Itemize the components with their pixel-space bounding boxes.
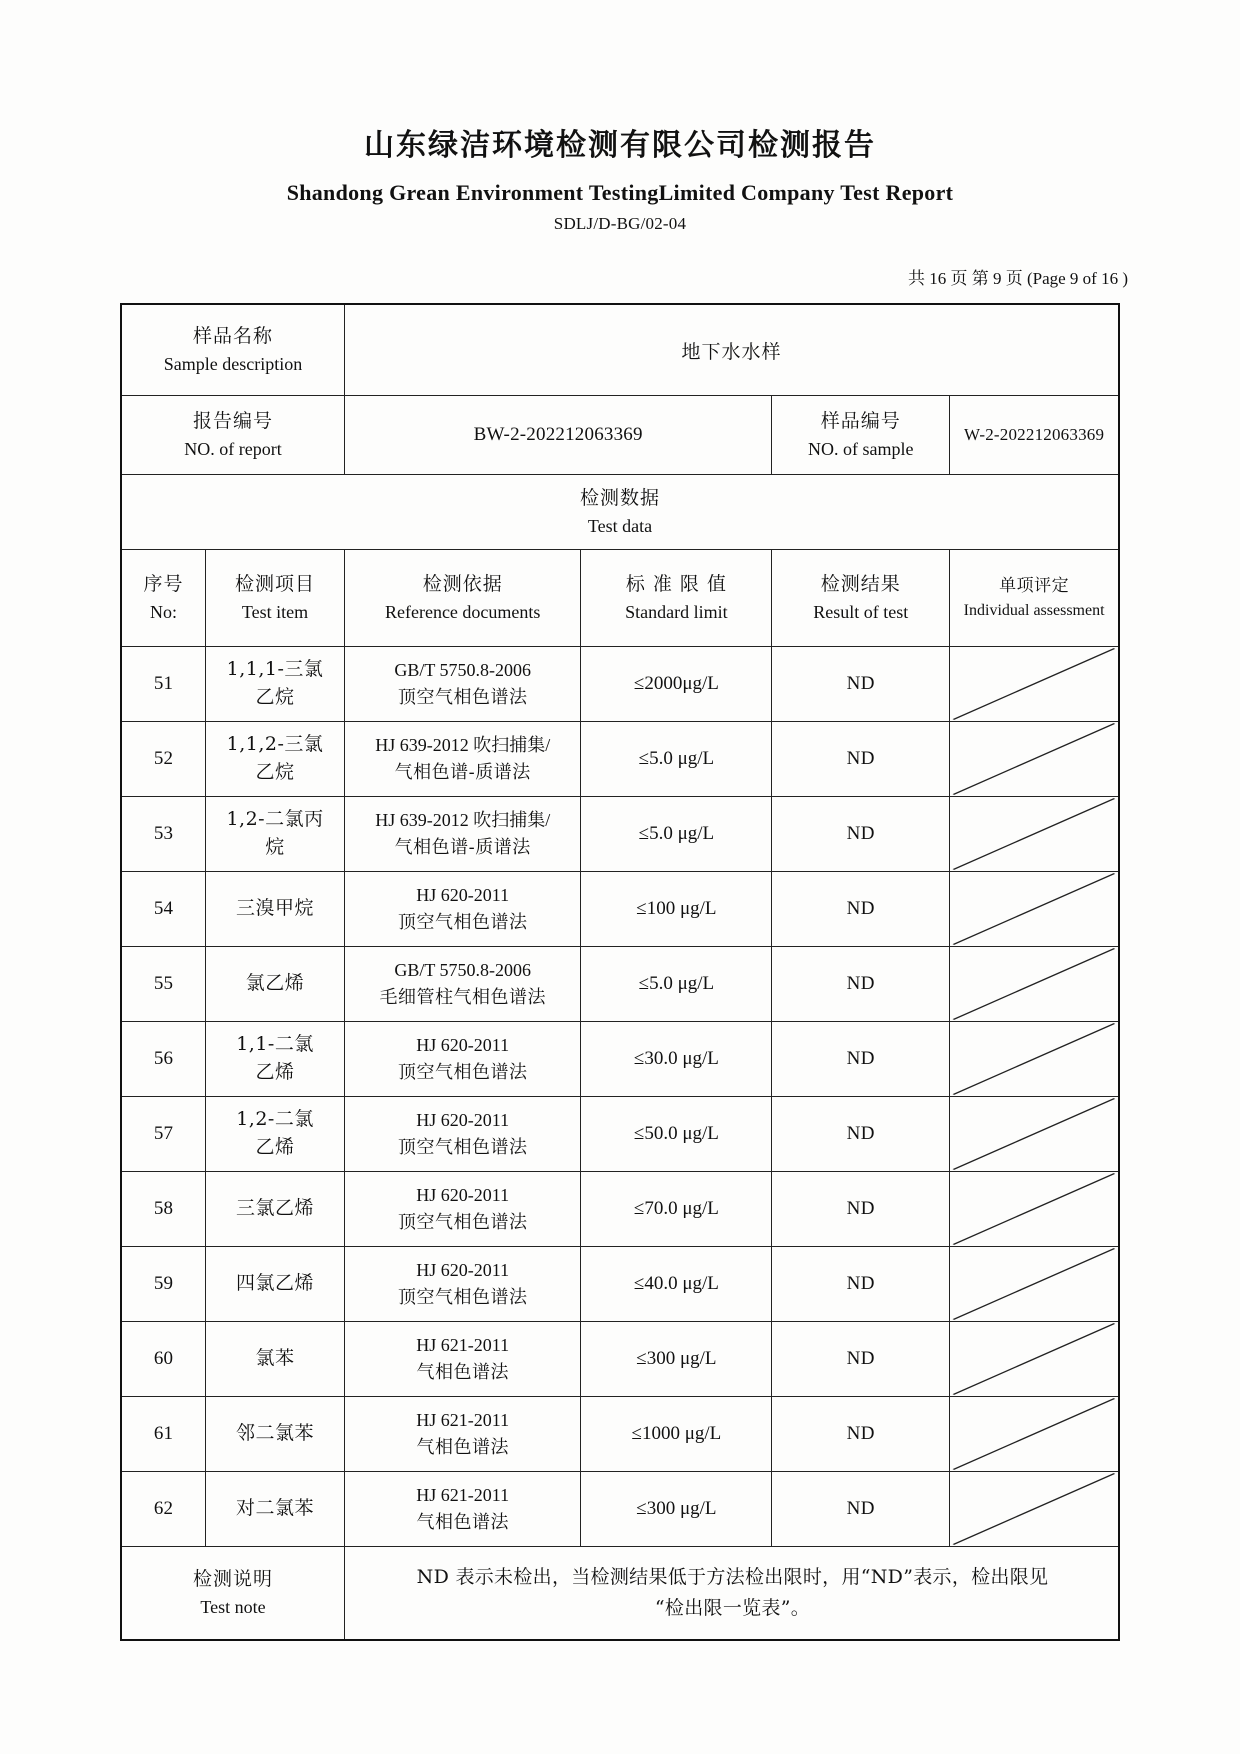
row-reference (344, 722, 580, 797)
row-reference (344, 647, 580, 722)
table-row (121, 722, 1119, 797)
column-header-reference-en: Reference documents (384, 601, 541, 622)
row-test-item-line1: 1,2-二氯丙 (226, 808, 324, 831)
report-number-label-cn: 报告编号 (192, 410, 273, 433)
row-no: 62 (121, 1472, 206, 1547)
diagonal-strike-icon (950, 722, 1118, 796)
row-reference (344, 1472, 580, 1547)
document-code: SDLJ/D-BG/02-04 (553, 214, 687, 233)
row-test-item (206, 722, 345, 797)
row-reference-line2: 顶空气相色谱法 (397, 687, 528, 708)
report-title-cn: 山东绿洁环境检测有限公司检测报告 (364, 128, 876, 163)
column-header-test-item-en: Test item (241, 601, 309, 622)
sample-description-label (121, 304, 344, 396)
row-test-item (206, 872, 345, 947)
column-header-no-en: No: (150, 601, 178, 622)
row-reference-line1: GB/T 5750.8-2006 (394, 660, 532, 680)
test-data-banner-row (121, 475, 1119, 550)
table-row (121, 1472, 1119, 1547)
table-row (121, 1097, 1119, 1172)
row-result: ND (772, 947, 950, 1022)
row-test-item-line1: 三氯乙烯 (236, 1197, 315, 1220)
row-reference-line2: 顶空气相色谱法 (397, 912, 528, 933)
row-reference (344, 872, 580, 947)
table-row (121, 1022, 1119, 1097)
column-header-standard-limit-en: Standard limit (625, 601, 728, 622)
row-reference-line1: HJ 639-2012 吹扫捕集/ (375, 810, 551, 830)
row-test-item-line1: 四氯乙烯 (236, 1272, 315, 1295)
row-standard-limit: ≤2000μg/L (581, 647, 772, 722)
row-assessment (950, 1247, 1119, 1322)
diagonal-strike-icon (950, 1172, 1118, 1246)
row-reference-line2: 气相色谱法 (416, 1362, 509, 1383)
diagonal-strike-icon (950, 1322, 1118, 1396)
row-test-item-line1: 1,2-二氯 (236, 1108, 314, 1131)
row-test-item-line1: 邻二氯苯 (236, 1422, 315, 1445)
row-no: 60 (121, 1322, 206, 1397)
row-standard-limit: ≤50.0 μg/L (581, 1097, 772, 1172)
row-reference (344, 1097, 580, 1172)
row-reference-line2: 顶空气相色谱法 (397, 1212, 528, 1233)
row-reference-line2: 气相色谱-质谱法 (394, 837, 531, 858)
row-test-item-line1: 对二氯苯 (236, 1497, 315, 1520)
diagonal-strike-icon (950, 1397, 1118, 1471)
row-test-item (206, 797, 345, 872)
row-test-item-line2: 乙烷 (255, 686, 295, 708)
row-reference-line1: HJ 621-2011 (416, 1410, 510, 1430)
row-standard-limit: ≤40.0 μg/L (581, 1247, 772, 1322)
row-no: 59 (121, 1247, 206, 1322)
row-standard-limit: ≤30.0 μg/L (581, 1022, 772, 1097)
diagonal-strike-icon (950, 947, 1118, 1021)
sample-number-label-en: NO. of sample (808, 438, 914, 459)
row-assessment (950, 1022, 1119, 1097)
row-reference (344, 1172, 580, 1247)
row-standard-limit: ≤100 μg/L (581, 872, 772, 947)
column-header-no-cn: 序号 (143, 573, 184, 596)
report-number-label-en: NO. of report (184, 438, 282, 459)
row-result: ND (772, 722, 950, 797)
row-assessment (950, 947, 1119, 1022)
row-assessment (950, 1097, 1119, 1172)
row-result: ND (772, 1022, 950, 1097)
report-header (0, 0, 1240, 234)
sample-number-label (772, 396, 950, 475)
row-reference-line1: HJ 620-2011 (416, 1035, 510, 1055)
diagonal-strike-icon (950, 1022, 1118, 1096)
row-no: 51 (121, 647, 206, 722)
row-test-item (206, 1022, 345, 1097)
column-header-reference (344, 550, 580, 647)
row-reference-line1: HJ 620-2011 (416, 1185, 510, 1205)
row-test-item-line2: 乙烯 (255, 1061, 295, 1083)
test-data-label-en: Test data (587, 515, 653, 536)
diagonal-strike-icon (950, 872, 1118, 946)
row-reference-line2: 气相色谱法 (416, 1437, 509, 1458)
table-row (121, 872, 1119, 947)
row-assessment (950, 722, 1119, 797)
row-no: 58 (121, 1172, 206, 1247)
report-number-value: BW-2-202212063369 (344, 396, 771, 475)
row-test-item-line1: 氯乙烯 (245, 972, 305, 995)
row-no: 53 (121, 797, 206, 872)
row-result: ND (772, 1097, 950, 1172)
row-test-item-line1: 氯苯 (255, 1347, 295, 1370)
column-header-no (121, 550, 206, 647)
row-test-item (206, 1172, 345, 1247)
row-reference (344, 1247, 580, 1322)
table-row (121, 647, 1119, 722)
row-standard-limit: ≤5.0 μg/L (581, 722, 772, 797)
row-no: 56 (121, 1022, 206, 1097)
sample-number-value: W-2-202212063369 (950, 396, 1119, 475)
row-result: ND (772, 1172, 950, 1247)
row-reference-line1: HJ 639-2012 吹扫捕集/ (375, 735, 551, 755)
column-header-standard-limit (581, 550, 772, 647)
row-test-item-line2: 乙烷 (255, 761, 295, 783)
column-header-standard-limit-cn: 标 准 限 值 (625, 573, 727, 596)
table-row (121, 947, 1119, 1022)
row-assessment (950, 1472, 1119, 1547)
row-reference-line1: HJ 621-2011 (416, 1485, 510, 1505)
row-reference (344, 1322, 580, 1397)
diagonal-strike-icon (950, 1247, 1118, 1321)
column-header-assessment-en: Individual assessment (963, 601, 1105, 619)
row-result: ND (772, 797, 950, 872)
row-test-item-line1: 1,1,2-三氯 (226, 733, 324, 756)
report-table-wrapper (120, 303, 1120, 1641)
diagonal-strike-icon (950, 1097, 1118, 1171)
row-reference-line2: 气相色谱-质谱法 (394, 762, 531, 783)
row-reference (344, 797, 580, 872)
sample-description-label-en: Sample description (163, 353, 303, 374)
row-assessment (950, 797, 1119, 872)
row-test-item (206, 1097, 345, 1172)
sample-description-value: 地下水水样 (344, 304, 1119, 396)
table-row (121, 1247, 1119, 1322)
row-no: 54 (121, 872, 206, 947)
row-test-item (206, 1247, 345, 1322)
row-reference-line2: 气相色谱法 (416, 1512, 509, 1533)
row-test-item (206, 947, 345, 1022)
test-note-line1: ND 表示未检出，当检测结果低于方法检出限时，用“ND”表示，检出限见 (416, 1565, 1049, 1588)
row-reference (344, 1397, 580, 1472)
row-assessment (950, 1397, 1119, 1472)
row-reference (344, 947, 580, 1022)
column-header-assessment-cn: 单项评定 (999, 576, 1070, 597)
table-row (121, 1322, 1119, 1397)
row-result: ND (772, 1397, 950, 1472)
report-number-row (121, 396, 1119, 475)
row-test-item (206, 1397, 345, 1472)
table-row (121, 1172, 1119, 1247)
column-header-result-en: Result of test (813, 601, 909, 622)
page-indicator-row (0, 264, 1240, 289)
sample-description-row (121, 304, 1119, 396)
row-test-item (206, 647, 345, 722)
test-note-row (121, 1547, 1119, 1641)
row-reference-line1: HJ 620-2011 (416, 885, 510, 905)
table-header-row (121, 550, 1119, 647)
row-reference-line1: HJ 620-2011 (416, 1110, 510, 1130)
column-header-test-item (206, 550, 345, 647)
row-result: ND (772, 1472, 950, 1547)
row-no: 57 (121, 1097, 206, 1172)
table-row (121, 797, 1119, 872)
column-header-assessment (950, 550, 1119, 647)
diagonal-strike-icon (950, 1472, 1118, 1546)
row-no: 55 (121, 947, 206, 1022)
sample-number-label-cn: 样品编号 (820, 410, 901, 433)
row-reference-line1: HJ 621-2011 (416, 1335, 510, 1355)
row-reference-line2: 顶空气相色谱法 (397, 1287, 528, 1308)
column-header-result (772, 550, 950, 647)
table-row (121, 1397, 1119, 1472)
row-reference-line2: 毛细管柱气相色谱法 (379, 987, 546, 1008)
test-note-label-en: Test note (200, 1596, 266, 1617)
row-test-item-line1: 三溴甲烷 (236, 897, 315, 920)
test-note-line2: “检出限一览表”。 (654, 1597, 811, 1619)
test-data-banner (121, 475, 1119, 550)
row-no: 52 (121, 722, 206, 797)
row-result: ND (772, 1322, 950, 1397)
column-header-test-item-cn: 检测项目 (235, 573, 316, 596)
row-assessment (950, 1172, 1119, 1247)
test-note-text (344, 1547, 1119, 1641)
column-header-reference-cn: 检测依据 (422, 573, 503, 596)
row-test-item-line2: 乙烯 (255, 1136, 295, 1158)
row-standard-limit: ≤300 μg/L (581, 1472, 772, 1547)
row-reference (344, 1022, 580, 1097)
row-result: ND (772, 872, 950, 947)
report-number-label (121, 396, 344, 475)
diagonal-strike-icon (950, 797, 1118, 871)
row-test-item-line1: 1,1-二氯 (236, 1033, 314, 1056)
row-assessment (950, 647, 1119, 722)
row-test-item (206, 1322, 345, 1397)
row-standard-limit: ≤5.0 μg/L (581, 947, 772, 1022)
sample-description-label-cn: 样品名称 (192, 325, 273, 348)
row-standard-limit: ≤300 μg/L (581, 1322, 772, 1397)
row-test-item-line1: 1,1,1-三氯 (226, 658, 324, 681)
test-note-label-cn: 检测说明 (192, 1568, 273, 1591)
row-assessment (950, 1322, 1119, 1397)
test-data-label-cn: 检测数据 (579, 487, 660, 510)
column-header-result-cn: 检测结果 (820, 573, 901, 596)
row-test-item (206, 1472, 345, 1547)
row-no: 61 (121, 1397, 206, 1472)
row-result: ND (772, 647, 950, 722)
row-test-item-line2: 烷 (265, 836, 285, 858)
row-result: ND (772, 1247, 950, 1322)
report-title-en: Shandong Grean Environment TestingLimited Company Test Report (286, 180, 954, 205)
row-standard-limit: ≤70.0 μg/L (581, 1172, 772, 1247)
row-standard-limit: ≤5.0 μg/L (581, 797, 772, 872)
row-reference-line1: GB/T 5750.8-2006 (394, 960, 532, 980)
page-indicator: 共 16 页 第 9 页 (Page 9 of 16 ) (907, 269, 1128, 288)
row-assessment (950, 872, 1119, 947)
diagonal-strike-icon (950, 647, 1118, 721)
row-reference-line2: 顶空气相色谱法 (397, 1137, 528, 1158)
row-reference-line2: 顶空气相色谱法 (397, 1062, 528, 1083)
test-note-label (121, 1547, 344, 1641)
report-table (120, 303, 1120, 1641)
row-reference-line1: HJ 620-2011 (416, 1260, 510, 1280)
row-standard-limit: ≤1000 μg/L (581, 1397, 772, 1472)
